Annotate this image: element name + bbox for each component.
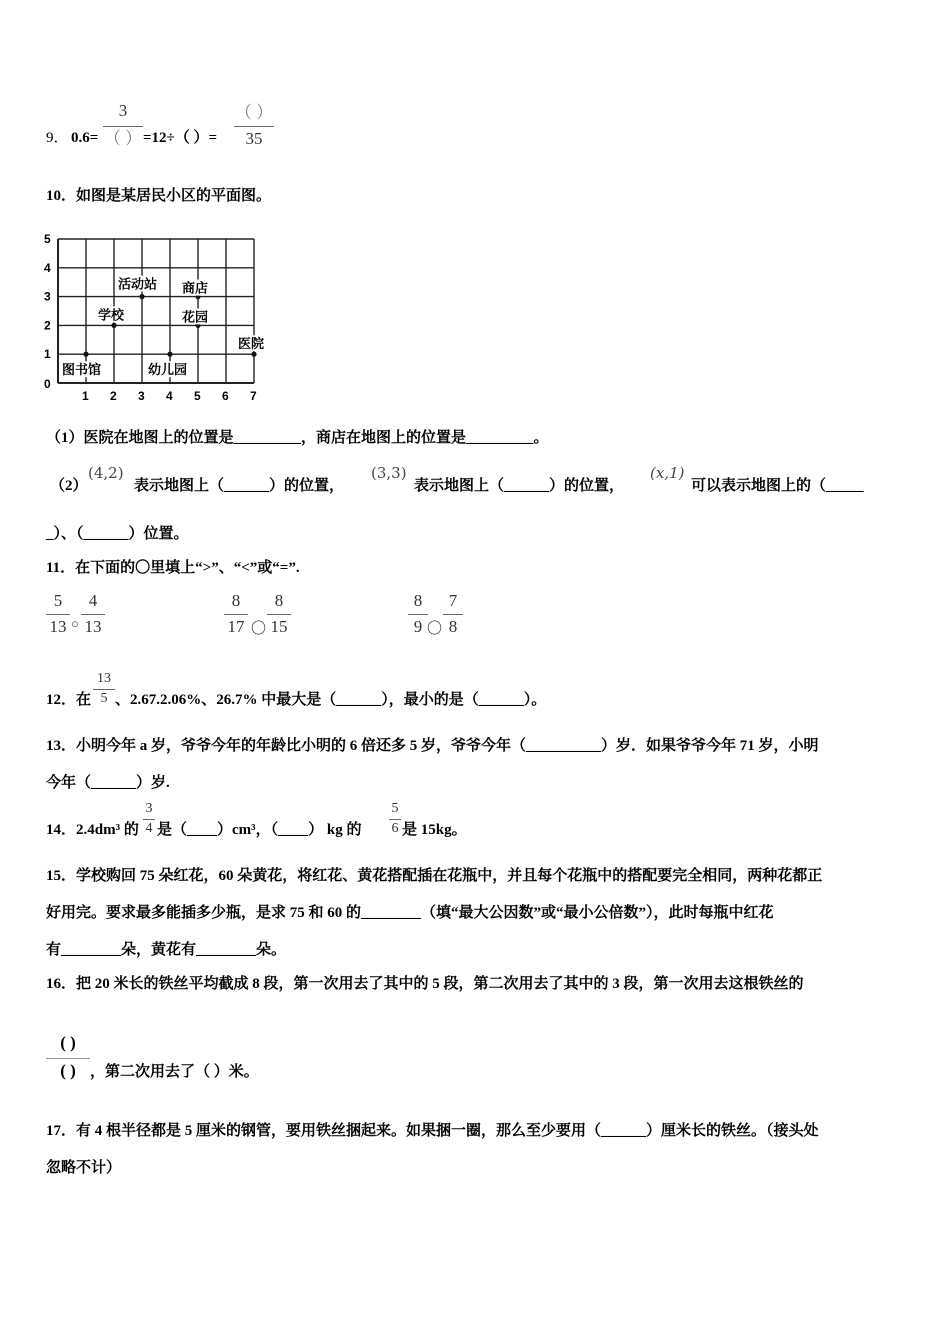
q17-line2: 忽略不计） (46, 1160, 122, 1176)
q9-text-b: =12÷（ ）= (143, 130, 218, 146)
y-tick-label: 2 (44, 318, 51, 333)
fraction-numerator: ( ) (60, 1033, 76, 1052)
q17-line1: 17．有 4 根半径都是 5 厘米的钢管，要用铁丝捆起来。如果捆一圈，那么至少要用（______）厘米长的铁丝。（接头处 (46, 1123, 819, 1139)
q12-fraction (93, 670, 115, 710)
fraction-numerator: 8 (274, 591, 284, 610)
fraction-numerator: 4 (88, 591, 98, 610)
q9-fraction-2 (234, 102, 274, 150)
q15-line3: 有________朵，黄花有________朵。 (46, 942, 287, 958)
fraction-numerator: 5 (53, 591, 63, 610)
map-place-label: 花园 (182, 309, 209, 325)
fraction-denominator: 6 (391, 821, 399, 836)
fraction-numerator: 7 (448, 591, 458, 610)
fraction-denominator: 5 (100, 691, 108, 706)
map-point (111, 323, 116, 328)
x-tick-label: 6 (222, 389, 229, 403)
q10-map (40, 228, 290, 408)
q16-fraction (46, 1034, 90, 1084)
y-tick-label: 5 (44, 232, 51, 246)
fraction-numerator: 8 (413, 591, 423, 610)
q11-title: 11．在下面的〇里填上“>”、“<”或“=”. (46, 560, 300, 576)
q10-pair-3: (x,1) (650, 464, 685, 482)
y-tick-label: 0 (44, 377, 51, 391)
map-point (139, 294, 144, 299)
q9-text-a: 0.6= (71, 130, 99, 146)
q13-line2: 今年（______）岁. (46, 775, 170, 791)
map-place-label: 幼儿园 (148, 362, 188, 378)
fraction-denominator: 13 (49, 617, 67, 636)
q14-text-c: 是 15kg。 (402, 822, 467, 838)
q14-text-b: 是（____）cm³，（____） kg 的 (157, 822, 362, 838)
q16-text: ，第二次用去了（ ）米。 (90, 1064, 259, 1080)
fraction-denominator: 8 (448, 617, 458, 636)
q10-part2-text-e: _）、（______）位置。 (46, 526, 189, 542)
y-tick-label: 1 (44, 347, 51, 362)
map-place-label: 活动站 (118, 276, 158, 292)
q9-fraction-2-den: 35 (245, 129, 263, 148)
q14-text-a: 14．2.4dm³ 的 (46, 822, 139, 838)
q9-fraction-1-den: （ ） (103, 129, 143, 148)
q9-fraction-1-num: 3 (118, 101, 128, 120)
q11-item3-right (443, 592, 463, 640)
q10-part1: （1）医院在地图上的位置是_________，商店在地图上的位置是_________。 (46, 430, 549, 446)
q11-item1-circle[interactable]: ○ (71, 616, 79, 631)
q10-part2-text-b: 表示地图上（______）的位置， (134, 478, 345, 494)
fraction-numerator: 5 (391, 801, 399, 816)
q10-pair-2: (3,3) (371, 464, 407, 482)
q12-label: 12．在 (46, 692, 92, 708)
q11-item1-right (81, 592, 105, 640)
fraction-denominator: ( ) (60, 1061, 76, 1080)
map-places (60, 276, 268, 378)
q10-title: 10．如图是某居民小区的平面图。 (46, 188, 272, 204)
map-place-label: 商店 (182, 280, 209, 296)
q11-item3-left (408, 592, 428, 640)
x-tick-label: 3 (138, 389, 145, 403)
x-tick-label: 5 (194, 389, 201, 403)
fraction-denominator: 9 (413, 617, 423, 636)
map-point (167, 352, 172, 357)
fraction-denominator: 4 (145, 821, 153, 836)
q10-part2-label: （2） (50, 478, 88, 494)
q9-label: 9． (46, 130, 69, 146)
q9-fraction-1 (103, 102, 143, 150)
q14-fraction-2 (389, 802, 401, 840)
q12-text: 、2.67.2.06%、26.7% 中最大是（______），最小的是（______）。 (115, 692, 547, 708)
x-tick-label: 7 (250, 389, 257, 403)
q11-item1-left (46, 592, 70, 640)
q10-part2-text-c: 表示地图上（______）的位置， (414, 478, 625, 494)
fraction-denominator: 13 (84, 617, 102, 636)
map-x-ticks (82, 389, 257, 403)
q16-line1: 16．把 20 米长的铁丝平均截成 8 段，第一次用去了其中的 5 段，第二次用去了其中的 3 段，第一次用去这根铁丝的 (46, 976, 804, 992)
map-place-label: 学校 (98, 307, 125, 323)
fraction-numerator: 8 (231, 591, 241, 610)
fraction-numerator: 13 (97, 671, 111, 686)
fraction-denominator: 17 (227, 617, 245, 636)
q13-line1: 13．小明今年 a 岁，爷爷今年的年龄比小明的 6 倍还多 5 岁，爷爷今年（__________）岁．如果爷爷今年 71 岁，小明 (46, 738, 819, 754)
q11-item2-circle[interactable]: 〇 (251, 621, 267, 637)
y-tick-label: 3 (44, 289, 51, 304)
q15-line2: 好用完。要求最多能插多少瓶，是求 75 和 60 的________（填“最大公因数”或“最小公倍数”），此时每瓶中红花 (46, 905, 774, 921)
map-point (83, 352, 88, 357)
map-place-label: 图书馆 (62, 362, 102, 378)
map-place-label: 医院 (238, 336, 265, 352)
q11-item2-right (267, 592, 291, 640)
q11-item3-circle[interactable]: 〇 (427, 621, 443, 637)
x-tick-label: 2 (110, 389, 117, 403)
fraction-denominator: 15 (270, 617, 288, 636)
q9-fraction-2-num: （ ） (234, 103, 274, 122)
x-tick-label: 4 (166, 389, 173, 403)
q10-pair-1: (4,2) (88, 464, 124, 482)
x-tick-label: 1 (82, 389, 89, 403)
q10-part2-text-d: 可以表示地图上的（_____ (691, 478, 864, 494)
q14-fraction-1 (143, 802, 155, 840)
q15-line1: 15．学校购回 75 朵红花，60 朵黄花，将红花、黄花搭配插在花瓶中，并且每个花瓶中的搭配要完全相同，两种花都正 (46, 868, 823, 884)
fraction-numerator: 3 (145, 801, 153, 816)
q11-item2-left (224, 592, 248, 640)
map-point (251, 352, 256, 357)
map-y-ticks (44, 232, 51, 391)
y-tick-label: 4 (44, 260, 51, 275)
